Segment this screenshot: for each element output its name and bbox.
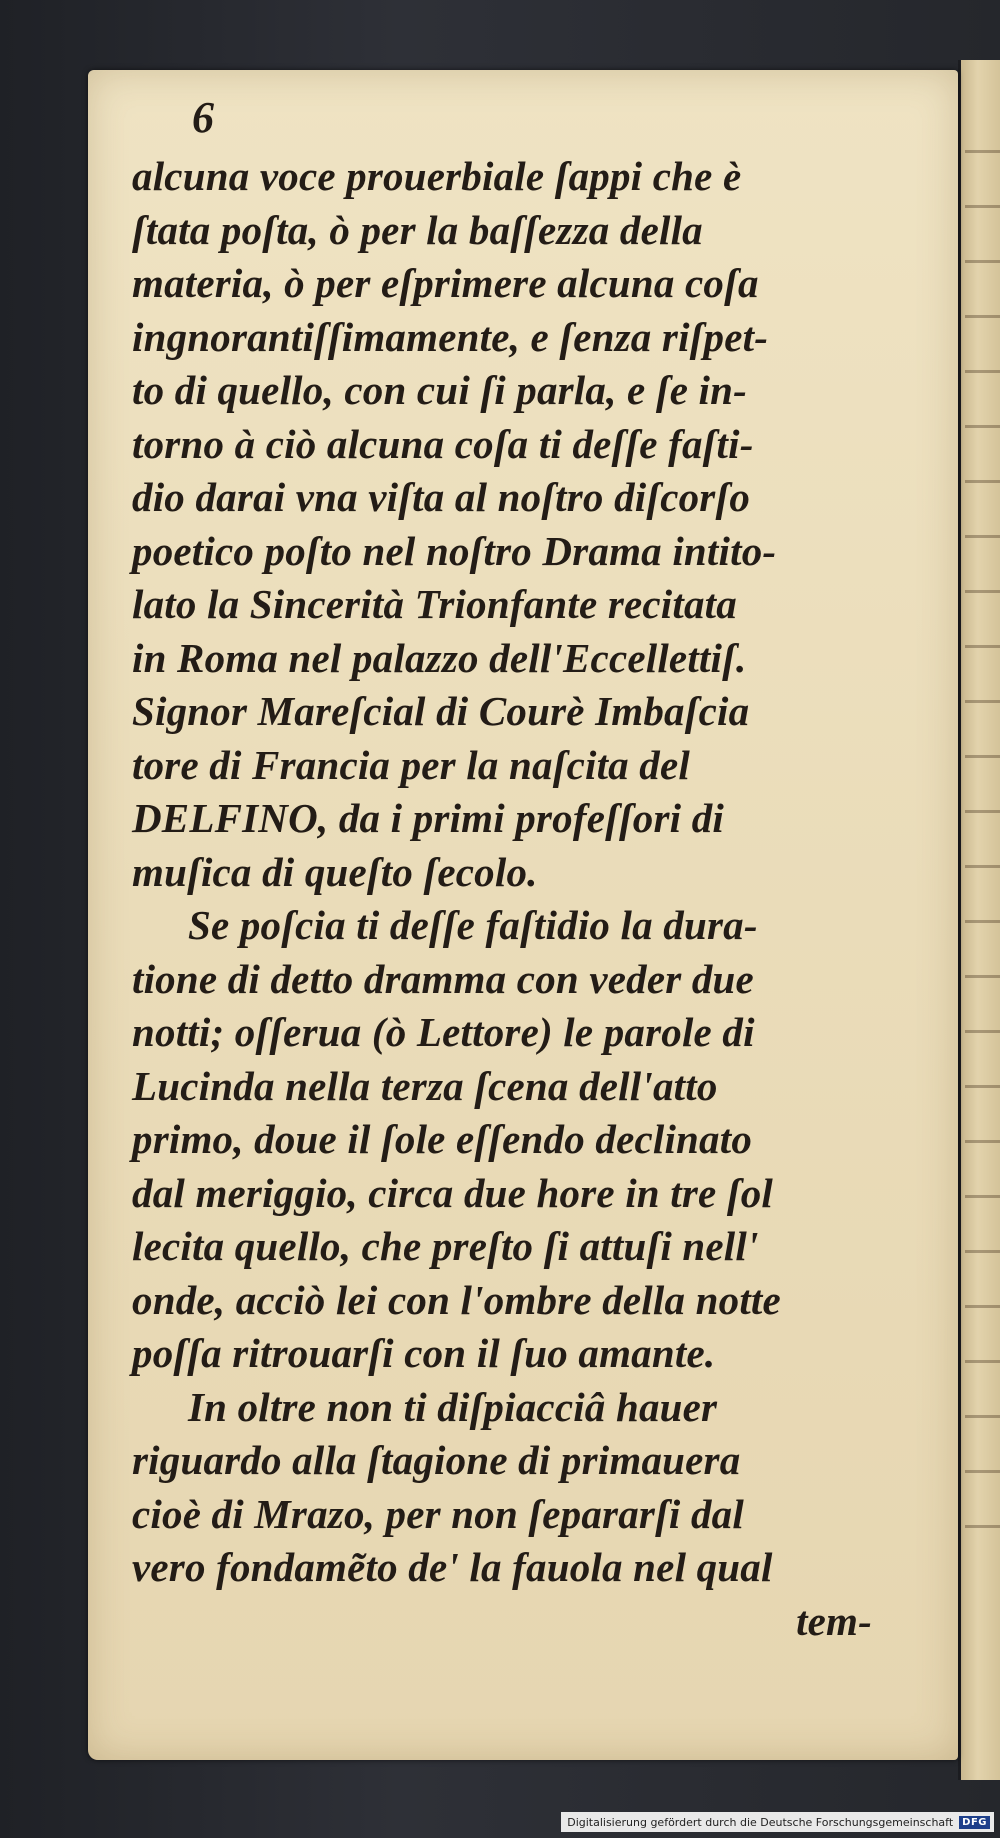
text-line: Signor Mareſcial di Courè Imbaſcia — [132, 688, 750, 734]
text-line: tore di Francia per la naſcita del — [132, 741, 690, 788]
text-line: muſica di queſto ſecolo. — [132, 848, 538, 895]
text-line: riguardo alla ſtagione di primauera — [132, 1437, 741, 1483]
text-line: dal meriggio, circa due hore in tre ſol — [132, 1169, 773, 1216]
text-line: lato la Sincerità Trionfante recitata — [132, 581, 737, 627]
text-line: primo, doue il ſole eſſendo declinato — [132, 1116, 753, 1162]
text-line: in Roma nel palazzo dell'Eccellettiſ. — [132, 634, 747, 681]
text-line: torno à ciò alcuna coſa ti deſſe faſti- — [132, 420, 754, 467]
text-line: notti; oſſerua (ò Lettore) le parole di — [132, 1009, 755, 1055]
footer-text: Digitalisierung gefördert durch die Deutsche Forschungsgemeinschaft — [567, 1815, 954, 1829]
catchword: tem- — [796, 1597, 872, 1644]
page-text — [132, 150, 912, 1648]
text-line: to di quello, con cui ſi parla, e ſe in- — [132, 367, 747, 413]
text-line: materia, ò per eſprimere alcuna coſa — [132, 260, 759, 306]
text-line: In oltre non ti diſpiacciâ hauer — [188, 1383, 718, 1430]
text-line: tione di detto dramma con veder due — [132, 955, 754, 1002]
dfg-logo: DFG — [959, 1816, 990, 1829]
text-line: ſtata poſta, ò per la baſſezza della — [132, 206, 703, 253]
text-line: alcuna voce prouerbiale ſappi che è — [132, 153, 742, 199]
digitization-footer — [561, 1812, 994, 1832]
text-line: cioè di Mrazo, per non ſepararſi dal — [132, 1490, 744, 1537]
text-line: dio darai vna viſta al noſtro diſcorſo — [132, 474, 751, 520]
page-number: 6 — [192, 93, 214, 142]
text-line: onde, acciò lei con l'ombre della notte — [132, 1276, 781, 1323]
text-line: ingnorantiſſimamente, e ſenza riſpet- — [132, 313, 769, 360]
text-line: DELFINO, da i primi profeſſori di — [132, 795, 724, 841]
adjacent-page-edge — [958, 60, 1000, 1780]
text-line: Se poſcia ti deſſe faſtidio la dura- — [188, 902, 758, 948]
text-line: Lucinda nella terza ſcena dell'atto — [132, 1062, 718, 1109]
text-line: vero fondamẽto de' la fauola nel qual — [132, 1544, 773, 1590]
text-line: poſſa ritrouarſi con il ſuo amante. — [132, 1330, 716, 1376]
text-line: lecita quello, che preſto ſi attuſi nell' — [132, 1223, 759, 1269]
text-line: poetico poſto nel noſtro Drama intito- — [132, 527, 777, 574]
